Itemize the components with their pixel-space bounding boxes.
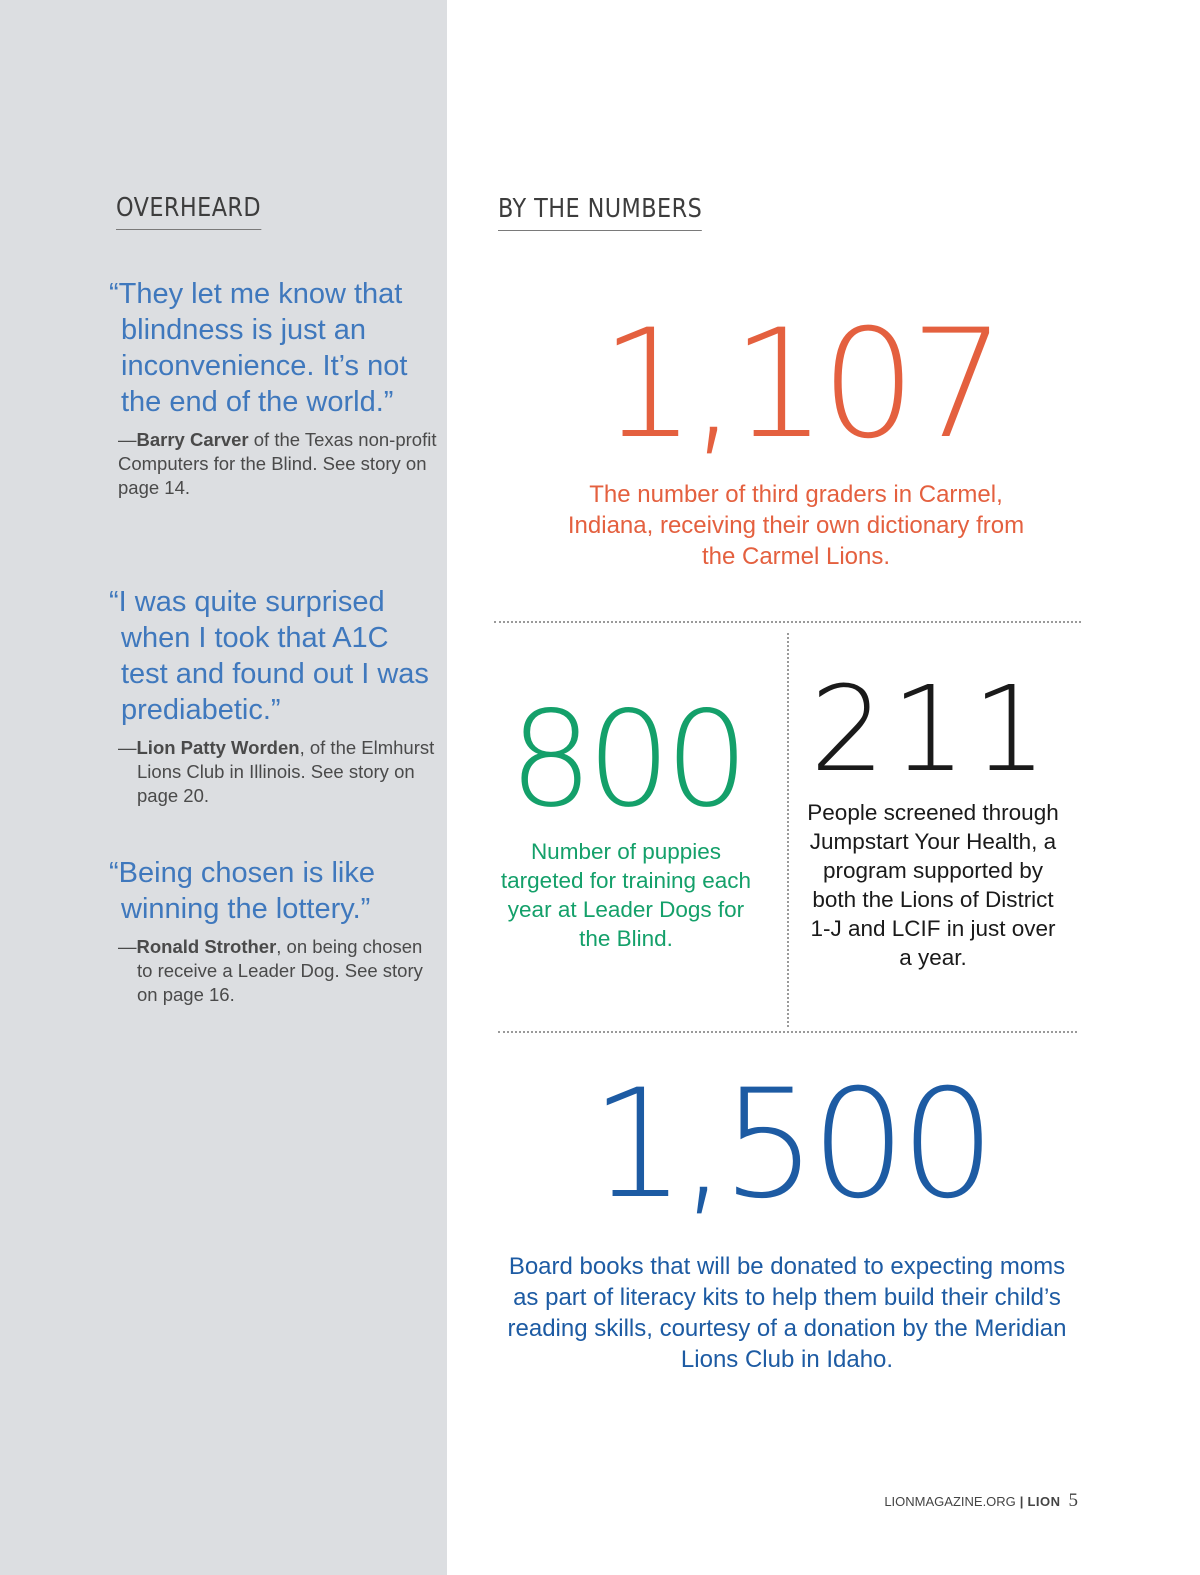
attribution-detail: of the Texas non-profit Computers for the Blind. See story on page 14. <box>118 429 437 498</box>
page-number: 5 <box>1068 1490 1078 1511</box>
quote-3 <box>108 855 438 1007</box>
attribution-name: Barry Carver <box>136 429 249 450</box>
stat-description-1107: The number of third graders in Carmel, Indiana, receiving their own dictionary from the Carmel Lions. <box>567 481 1025 570</box>
footer-site-link[interactable]: LIONMAGAZINE.ORG <box>884 1494 1016 1509</box>
stat-number-1107: 1,107 <box>600 298 1000 472</box>
attribution-detail: , of the Elmhurst Lions Club in Illinois. See story on page 20. <box>137 737 435 806</box>
quote-1 <box>108 276 438 500</box>
attribution-name: Lion Patty Worden <box>136 737 300 758</box>
attribution-dash: — <box>118 936 137 957</box>
quote-attribution <box>118 935 438 1007</box>
stat-description-1500: Board books that will be donated to expecting moms as part of literacy kits to help them build their child’s reading skills, courtesy of a donation by the Meridian Lions Club in Idaho. <box>507 1253 1067 1373</box>
footer-separator: | <box>1019 1494 1024 1509</box>
divider-top <box>494 621 1081 623</box>
quote-text: “I was quite surprised when I took that A1C test and found out I was prediabetic.” <box>109 586 429 726</box>
attribution-detail: , on being chosen to receive a Leader Dog. See story on page 16. <box>137 936 423 1005</box>
footer-brand: LION <box>1027 1494 1061 1509</box>
divider-bottom <box>498 1031 1077 1033</box>
stat-number-800: 800 <box>509 683 743 837</box>
page-footer <box>884 1490 1078 1512</box>
attribution-name: Ronald Strother <box>136 936 277 957</box>
by-the-numbers-heading: BY THE NUMBERS <box>498 194 702 231</box>
quote-2 <box>108 584 438 808</box>
stat-number-1500: 1,500 <box>590 1058 990 1232</box>
divider-middle <box>787 633 789 1027</box>
quote-attribution <box>118 428 438 500</box>
attribution-dash: — <box>118 737 137 758</box>
stat-description-800: Number of puppies targeted for training each year at Leader Dogs for the Blind. <box>500 839 752 951</box>
quote-text: “They let me know that blindness is just an inconvenience. It’s not the end of the world.” <box>109 278 408 418</box>
quote-attribution <box>118 736 438 808</box>
stat-description-211: People screened through Jumpstart Your Health, a program supported by both the Lions of District 1-J and LCIF in just over a year. <box>807 800 1059 970</box>
quote-text: “Being chosen is like winning the lottery.” <box>109 857 375 925</box>
overheard-heading: OVERHEARD <box>116 193 261 230</box>
attribution-dash: — <box>118 429 137 450</box>
stat-number-211: 211 <box>810 660 1054 798</box>
